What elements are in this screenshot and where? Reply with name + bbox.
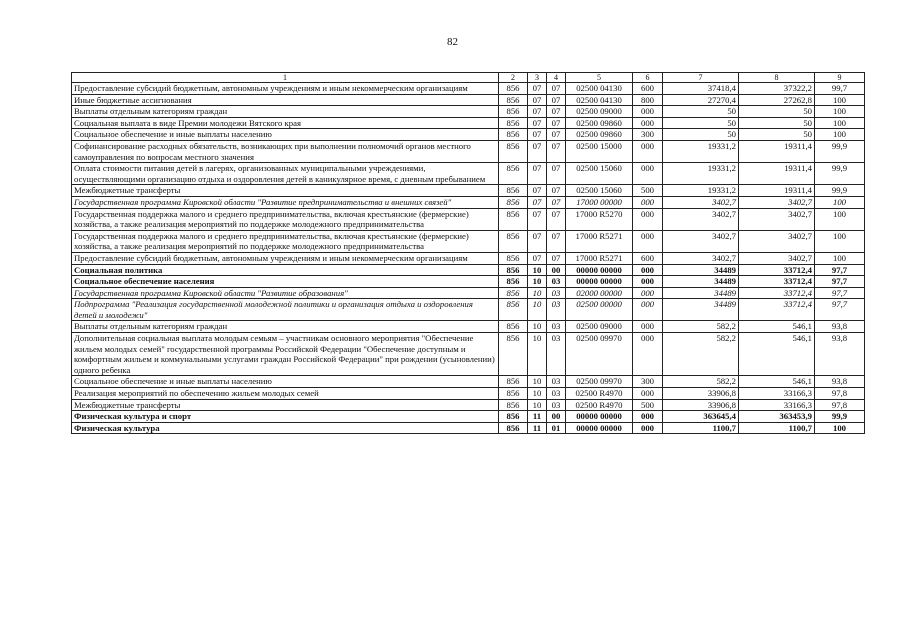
expense-type-code: 300 (633, 376, 663, 388)
ministry-code: 856 (499, 287, 528, 299)
ministry-code: 856 (499, 196, 528, 208)
ministry-code: 856 (499, 399, 528, 411)
table-row (72, 140, 865, 162)
actual-amount: 33712,4 (739, 264, 815, 276)
target-article-code: 02000 00000 (566, 287, 633, 299)
actual-amount: 50 (739, 106, 815, 118)
table-row (72, 287, 865, 299)
row-description: Физическая культура (72, 422, 499, 434)
actual-amount: 33166,3 (739, 388, 815, 400)
column-number-row (72, 73, 865, 83)
target-article-code: 00000 00000 (566, 276, 633, 288)
actual-amount: 3402,7 (739, 230, 815, 252)
actual-amount: 1100,7 (739, 422, 815, 434)
table-row (72, 264, 865, 276)
actual-amount: 33712,4 (739, 287, 815, 299)
execution-percent: 99,9 (815, 163, 865, 185)
subsection-code: 07 (547, 163, 566, 185)
subsection-code: 03 (547, 299, 566, 321)
actual-amount: 50 (739, 117, 815, 129)
ministry-code: 856 (499, 106, 528, 118)
planned-amount: 582,2 (663, 333, 739, 376)
ministry-code: 856 (499, 252, 528, 264)
actual-amount: 3402,7 (739, 196, 815, 208)
execution-percent: 97,7 (815, 299, 865, 321)
execution-percent: 100 (815, 94, 865, 106)
expense-type-code: 000 (633, 140, 663, 162)
planned-amount: 3402,7 (663, 252, 739, 264)
target-article-code: 02500 15060 (566, 185, 633, 197)
ministry-code: 856 (499, 264, 528, 276)
expense-type-code: 000 (633, 333, 663, 376)
row-description: Социальное обеспечение населения (72, 276, 499, 288)
target-article-code: 02500 04130 (566, 94, 633, 106)
expense-type-code: 300 (633, 129, 663, 141)
execution-percent: 100 (815, 230, 865, 252)
planned-amount: 3402,7 (663, 196, 739, 208)
execution-percent: 100 (815, 422, 865, 434)
table-row (72, 117, 865, 129)
execution-percent: 100 (815, 252, 865, 264)
planned-amount: 33906,8 (663, 399, 739, 411)
actual-amount: 33166,3 (739, 399, 815, 411)
expense-type-code: 000 (633, 299, 663, 321)
table-row (72, 411, 865, 423)
planned-amount: 50 (663, 117, 739, 129)
ministry-code: 856 (499, 140, 528, 162)
ministry-code: 856 (499, 376, 528, 388)
section-code: 10 (528, 399, 547, 411)
target-article-code: 02500 09970 (566, 376, 633, 388)
target-article-code: 02500 09860 (566, 129, 633, 141)
row-description: Государственная программа Кировской области "Развитие предпринимательства и внешних связей" (72, 196, 499, 208)
execution-percent: 100 (815, 106, 865, 118)
section-code: 10 (528, 299, 547, 321)
expense-type-code: 600 (633, 83, 663, 95)
actual-amount: 33712,4 (739, 299, 815, 321)
row-description: Межбюджетные трансферты (72, 185, 499, 197)
planned-amount: 1100,7 (663, 422, 739, 434)
table-row (72, 399, 865, 411)
ministry-code: 856 (499, 185, 528, 197)
expense-type-code: 000 (633, 208, 663, 230)
ministry-code: 856 (499, 163, 528, 185)
ministry-code: 856 (499, 333, 528, 376)
expense-type-code: 000 (633, 321, 663, 333)
subsection-code: 03 (547, 333, 566, 376)
ministry-code: 856 (499, 94, 528, 106)
section-code: 07 (528, 252, 547, 264)
target-article-code: 02500 04130 (566, 83, 633, 95)
budget-table (71, 72, 865, 434)
table-row (72, 299, 865, 321)
execution-percent: 100 (815, 117, 865, 129)
subsection-code: 03 (547, 287, 566, 299)
section-code: 07 (528, 94, 547, 106)
column-header: 8 (739, 73, 815, 83)
execution-percent: 97,8 (815, 388, 865, 400)
row-description: Межбюджетные трансферты (72, 399, 499, 411)
column-header: 6 (633, 73, 663, 83)
execution-percent: 100 (815, 208, 865, 230)
subsection-code: 07 (547, 117, 566, 129)
table-row (72, 94, 865, 106)
section-code: 07 (528, 230, 547, 252)
section-code: 07 (528, 208, 547, 230)
planned-amount: 3402,7 (663, 230, 739, 252)
section-code: 10 (528, 333, 547, 376)
execution-percent: 97,7 (815, 264, 865, 276)
column-header: 5 (566, 73, 633, 83)
planned-amount: 34489 (663, 264, 739, 276)
subsection-code: 07 (547, 185, 566, 197)
column-header: 4 (547, 73, 566, 83)
section-code: 10 (528, 388, 547, 400)
table-row (72, 422, 865, 434)
execution-percent: 99,7 (815, 83, 865, 95)
subsection-code: 07 (547, 252, 566, 264)
target-article-code: 02500 09000 (566, 106, 633, 118)
actual-amount: 363453,9 (739, 411, 815, 423)
execution-percent: 99,9 (815, 185, 865, 197)
row-description: Дополнительная социальная выплата молодым семьям – участникам основного мероприятия "Обеспечение жильем молодых семей" государственной программы Российской Федерации "Обеспечение доступным и комфортным жильем и коммунальными услугами граждан Российской Федерации" при рождении (усыновлении) одного ребенка (72, 333, 499, 376)
column-header: 2 (499, 73, 528, 83)
execution-percent: 100 (815, 129, 865, 141)
target-article-code: 02500 15060 (566, 163, 633, 185)
expense-type-code: 000 (633, 196, 663, 208)
ministry-code: 856 (499, 83, 528, 95)
expense-type-code: 000 (633, 230, 663, 252)
actual-amount: 33712,4 (739, 276, 815, 288)
subsection-code: 07 (547, 94, 566, 106)
execution-percent: 97,7 (815, 287, 865, 299)
execution-percent: 93,8 (815, 321, 865, 333)
table-row (72, 276, 865, 288)
execution-percent: 97,7 (815, 276, 865, 288)
page-number: 82 (447, 36, 458, 48)
section-code: 07 (528, 129, 547, 141)
subsection-code: 01 (547, 422, 566, 434)
table-row (72, 333, 865, 376)
target-article-code: 02500 00000 (566, 299, 633, 321)
section-code: 10 (528, 264, 547, 276)
subsection-code: 03 (547, 376, 566, 388)
section-code: 07 (528, 117, 547, 129)
actual-amount: 19311,4 (739, 163, 815, 185)
actual-amount: 37322,2 (739, 83, 815, 95)
subsection-code: 03 (547, 321, 566, 333)
planned-amount: 50 (663, 129, 739, 141)
actual-amount: 19311,4 (739, 185, 815, 197)
row-description: Софинансирование расходных обязательств, возникающих при выполнении полномочий органов местного самоуправления по вопросам местного значения (72, 140, 499, 162)
table-row (72, 321, 865, 333)
table-row (72, 129, 865, 141)
section-code: 10 (528, 376, 547, 388)
expense-type-code: 000 (633, 264, 663, 276)
section-code: 07 (528, 185, 547, 197)
section-code: 07 (528, 106, 547, 118)
table-body (72, 83, 865, 434)
row-description: Иные бюджетные ассигнования (72, 94, 499, 106)
planned-amount: 34489 (663, 287, 739, 299)
actual-amount: 546,1 (739, 376, 815, 388)
subsection-code: 07 (547, 106, 566, 118)
execution-percent: 93,8 (815, 376, 865, 388)
target-article-code: 17000 R5270 (566, 208, 633, 230)
actual-amount: 3402,7 (739, 252, 815, 264)
row-description: Социальная выплата в виде Премии молодежи Вятского края (72, 117, 499, 129)
subsection-code: 00 (547, 411, 566, 423)
planned-amount: 27270,4 (663, 94, 739, 106)
subsection-code: 03 (547, 399, 566, 411)
section-code: 07 (528, 163, 547, 185)
ministry-code: 856 (499, 388, 528, 400)
table-row (72, 376, 865, 388)
column-header: 3 (528, 73, 547, 83)
ministry-code: 856 (499, 422, 528, 434)
row-description: Выплаты отдельным категориям граждан (72, 106, 499, 118)
subsection-code: 07 (547, 129, 566, 141)
section-code: 07 (528, 83, 547, 95)
table-row (72, 388, 865, 400)
section-code: 07 (528, 196, 547, 208)
ministry-code: 856 (499, 299, 528, 321)
actual-amount: 50 (739, 129, 815, 141)
planned-amount: 37418,4 (663, 83, 739, 95)
planned-amount: 582,2 (663, 321, 739, 333)
expense-type-code: 000 (633, 163, 663, 185)
planned-amount: 34489 (663, 299, 739, 321)
ministry-code: 856 (499, 321, 528, 333)
target-article-code: 02500 R4970 (566, 399, 633, 411)
target-article-code: 00000 00000 (566, 422, 633, 434)
subsection-code: 03 (547, 388, 566, 400)
actual-amount: 546,1 (739, 321, 815, 333)
column-header: 9 (815, 73, 865, 83)
section-code: 10 (528, 276, 547, 288)
row-description: Предоставление субсидий бюджетным, автономным учреждениям и иным некоммерческим организациям (72, 83, 499, 95)
section-code: 11 (528, 422, 547, 434)
row-description: Социальная политика (72, 264, 499, 276)
row-description: Государственная поддержка малого и среднего предпринимательства, включая крестьянские (фермерские) хозяйства, а также реализация мероприятий по поддержке молодежного предпринимательства (72, 208, 499, 230)
target-article-code: 02500 R4970 (566, 388, 633, 400)
planned-amount: 19331,2 (663, 140, 739, 162)
planned-amount: 19331,2 (663, 163, 739, 185)
subsection-code: 07 (547, 140, 566, 162)
column-header: 7 (663, 73, 739, 83)
table-row (72, 163, 865, 185)
table-row (72, 252, 865, 264)
target-article-code: 02500 09970 (566, 333, 633, 376)
expense-type-code: 000 (633, 287, 663, 299)
subsection-code: 03 (547, 276, 566, 288)
table-row (72, 230, 865, 252)
expense-type-code: 500 (633, 399, 663, 411)
table-row (72, 185, 865, 197)
execution-percent: 97,8 (815, 399, 865, 411)
section-code: 10 (528, 287, 547, 299)
expense-type-code: 800 (633, 94, 663, 106)
expense-type-code: 500 (633, 185, 663, 197)
ministry-code: 856 (499, 208, 528, 230)
column-header: 1 (72, 73, 499, 83)
table-row (72, 196, 865, 208)
ministry-code: 856 (499, 129, 528, 141)
target-article-code: 00000 00000 (566, 411, 633, 423)
subsection-code: 00 (547, 264, 566, 276)
subsection-code: 07 (547, 83, 566, 95)
subsection-code: 07 (547, 196, 566, 208)
expense-type-code: 000 (633, 388, 663, 400)
actual-amount: 19311,4 (739, 140, 815, 162)
row-description: Социальное обеспечение и иные выплаты населению (72, 376, 499, 388)
execution-percent: 93,8 (815, 333, 865, 376)
planned-amount: 33906,8 (663, 388, 739, 400)
ministry-code: 856 (499, 117, 528, 129)
target-article-code: 02500 09860 (566, 117, 633, 129)
target-article-code: 00000 00000 (566, 264, 633, 276)
ministry-code: 856 (499, 276, 528, 288)
execution-percent: 99,9 (815, 411, 865, 423)
actual-amount: 3402,7 (739, 208, 815, 230)
row-description: Социальное обеспечение и иные выплаты населению (72, 129, 499, 141)
expense-type-code: 000 (633, 411, 663, 423)
planned-amount: 50 (663, 106, 739, 118)
planned-amount: 34489 (663, 276, 739, 288)
expense-type-code: 000 (633, 422, 663, 434)
table-row (72, 83, 865, 95)
target-article-code: 17000 00000 (566, 196, 633, 208)
row-description: Выплаты отдельным категориям граждан (72, 321, 499, 333)
target-article-code: 17000 R5271 (566, 252, 633, 264)
ministry-code: 856 (499, 230, 528, 252)
planned-amount: 582,2 (663, 376, 739, 388)
section-code: 07 (528, 140, 547, 162)
row-description: Подпрограмма "Реализация государственной молодежной политики и организация отдыха и оздоровления детей и молодежи" (72, 299, 499, 321)
expense-type-code: 000 (633, 117, 663, 129)
row-description: Государственная программа Кировской области "Развитие образования" (72, 287, 499, 299)
planned-amount: 3402,7 (663, 208, 739, 230)
subsection-code: 07 (547, 208, 566, 230)
target-article-code: 17000 R5271 (566, 230, 633, 252)
planned-amount: 363645,4 (663, 411, 739, 423)
table-row (72, 106, 865, 118)
execution-percent: 99,9 (815, 140, 865, 162)
row-description: Предоставление субсидий бюджетным, автономным учреждениям и иным некоммерческим организациям (72, 252, 499, 264)
table-row (72, 208, 865, 230)
section-code: 11 (528, 411, 547, 423)
ministry-code: 856 (499, 411, 528, 423)
planned-amount: 19331,2 (663, 185, 739, 197)
row-description: Реализация мероприятий по обеспечению жильем молодых семей (72, 388, 499, 400)
execution-percent: 100 (815, 196, 865, 208)
row-description: Физическая культура и спорт (72, 411, 499, 423)
actual-amount: 27262,8 (739, 94, 815, 106)
expense-type-code: 000 (633, 276, 663, 288)
target-article-code: 02500 15000 (566, 140, 633, 162)
row-description: Оплата стоимости питания детей в лагерях, организованных муниципальными учреждениями, осуществляющими организацию отдыха и оздоровления детей в каникулярное время, с дневным пребыванием (72, 163, 499, 185)
expense-type-code: 600 (633, 252, 663, 264)
expense-type-code: 000 (633, 106, 663, 118)
actual-amount: 546,1 (739, 333, 815, 376)
section-code: 10 (528, 321, 547, 333)
subsection-code: 07 (547, 230, 566, 252)
row-description: Государственная поддержка малого и среднего предпринимательства, включая крестьянские (фермерские) хозяйства, а также реализация мероприятий по поддержке молодежного предпринимательства (72, 230, 499, 252)
target-article-code: 02500 09000 (566, 321, 633, 333)
